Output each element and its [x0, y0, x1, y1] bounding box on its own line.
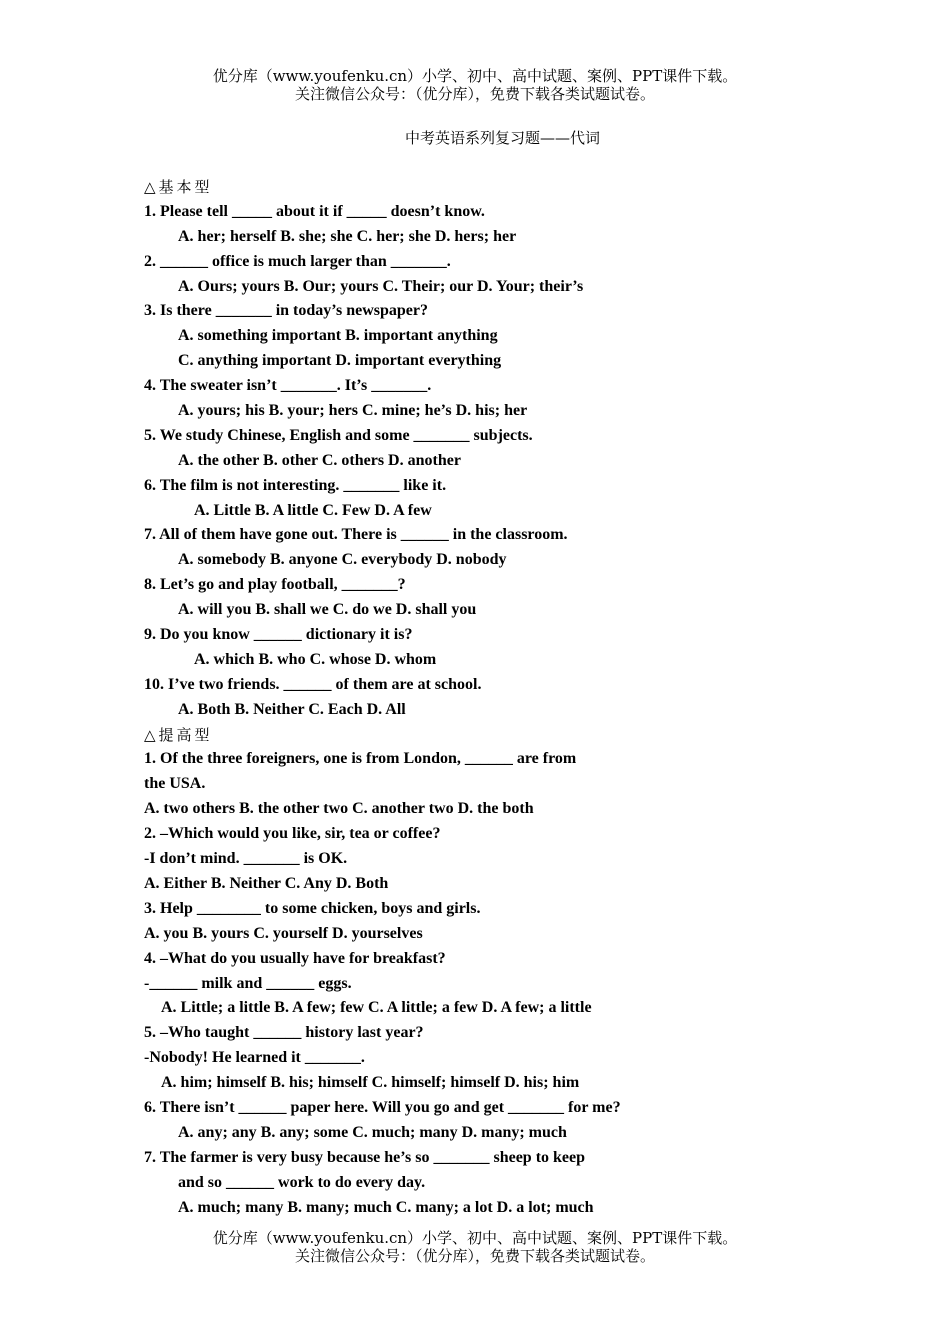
- question-line: -Nobody! He learned it _______.: [144, 1049, 365, 1067]
- question-line: A. will you B. shall we C. do we D. shall you: [178, 601, 477, 619]
- question-line: A. which B. who C. whose D. whom: [194, 650, 437, 668]
- question-line: A. two others B. the other two C. another two D. the both: [144, 800, 534, 818]
- question-line: 5. We study Chinese, English and some _______ subjects.: [144, 426, 533, 444]
- question-line: A. much; many B. many; much C. many; a lot D. a lot; much: [178, 1198, 594, 1216]
- question-line: C. anything important D. important everything: [178, 352, 502, 370]
- question-line: 7. The farmer is very busy because he’s so _______ sheep to keep: [144, 1148, 586, 1166]
- question-line: A. Ours; yours B. Our; yours C. Their; our D. Your; their’s: [178, 277, 584, 295]
- question-line: A. the other B. other C. others D. another: [178, 451, 461, 469]
- question-line: 6. There isn’t ______ paper here. Will you go and get _______ for me?: [144, 1098, 621, 1116]
- question-line: 8. Let’s go and play football, _______?: [144, 576, 406, 594]
- question-line: 3. Help ________ to some chicken, boys and girls.: [144, 899, 481, 917]
- question-line: A. Little; a little B. A few; few C. A little; a few D. A few; a little: [161, 999, 592, 1017]
- question-line: A. something important B. important anything: [178, 327, 498, 345]
- section-heading: △基本型: [144, 178, 213, 196]
- question-line: 2. ______ office is much larger than _______.: [144, 252, 451, 270]
- page-footer: [0, 1229, 950, 1265]
- question-line: 7. All of them have gone out. There is ______ in the classroom.: [144, 526, 568, 544]
- question-line: the USA.: [144, 775, 206, 793]
- header-line-2: 关注微信公众号：（优分库），免费下载各类试题试卷。: [294, 85, 655, 103]
- question-line: 6. The film is not interesting. _______ like it.: [144, 476, 447, 494]
- question-line: 1. Please tell _____ about it if _____ doesn’t know.: [144, 202, 485, 220]
- question-line: A. her; herself B. she; she C. her; she D. hers; her: [178, 227, 517, 245]
- question-line: 10. I’ve two friends. ______ of them are at school.: [144, 675, 482, 693]
- question-line: A. Little B. A little C. Few D. A few: [194, 501, 432, 519]
- document-title: 中考英语系列复习题——代词: [404, 129, 600, 147]
- question-line: 3. Is there _______ in today’s newspaper?: [144, 302, 429, 320]
- question-line: A. you B. yours C. yourself D. yourselves: [144, 924, 423, 942]
- question-line: 5. –Who taught ______ history last year?: [144, 1024, 424, 1042]
- question-line: A. somebody B. anyone C. everybody D. nobody: [178, 551, 507, 569]
- section-heading: △提高型: [144, 725, 213, 744]
- question-line: A. him; himself B. his; himself C. himself; himself D. his; him: [161, 1074, 580, 1092]
- question-line: A. any; any B. any; some C. much; many D. many; much: [178, 1123, 567, 1141]
- question-line: 1. Of the three foreigners, one is from London, ______ are from: [144, 750, 577, 768]
- question-line: 2. –Which would you like, sir, tea or coffee?: [144, 825, 441, 843]
- question-line: 4. –What do you usually have for breakfast?: [144, 949, 446, 967]
- footer-line-2: 关注微信公众号：（优分库），免费下载各类试题试卷。: [294, 1247, 655, 1265]
- question-list: [144, 175, 844, 1220]
- question-line: -I don’t mind. _______ is OK.: [144, 850, 348, 868]
- question-line: 9. Do you know ______ dictionary it is?: [144, 626, 413, 644]
- page-header: [0, 67, 950, 103]
- header-line-1: 优分库（www.youfenku.cn）小学、初中、高中试题、案例、PPT课件下载。: [212, 67, 738, 85]
- question-line: A. Either B. Neither C. Any D. Both: [144, 874, 389, 892]
- footer-line-1: 优分库（www.youfenku.cn）小学、初中、高中试题、案例、PPT课件下载。: [212, 1229, 738, 1247]
- question-line: and so ______ work to do every day.: [178, 1173, 426, 1191]
- question-line: -______ milk and ______ eggs.: [144, 974, 352, 992]
- question-line: 4. The sweater isn’t _______. It’s _______.: [144, 377, 432, 395]
- question-line: A. Both B. Neither C. Each D. All: [178, 700, 406, 718]
- question-line: A. yours; his B. your; hers C. mine; he’s D. his; her: [178, 402, 528, 420]
